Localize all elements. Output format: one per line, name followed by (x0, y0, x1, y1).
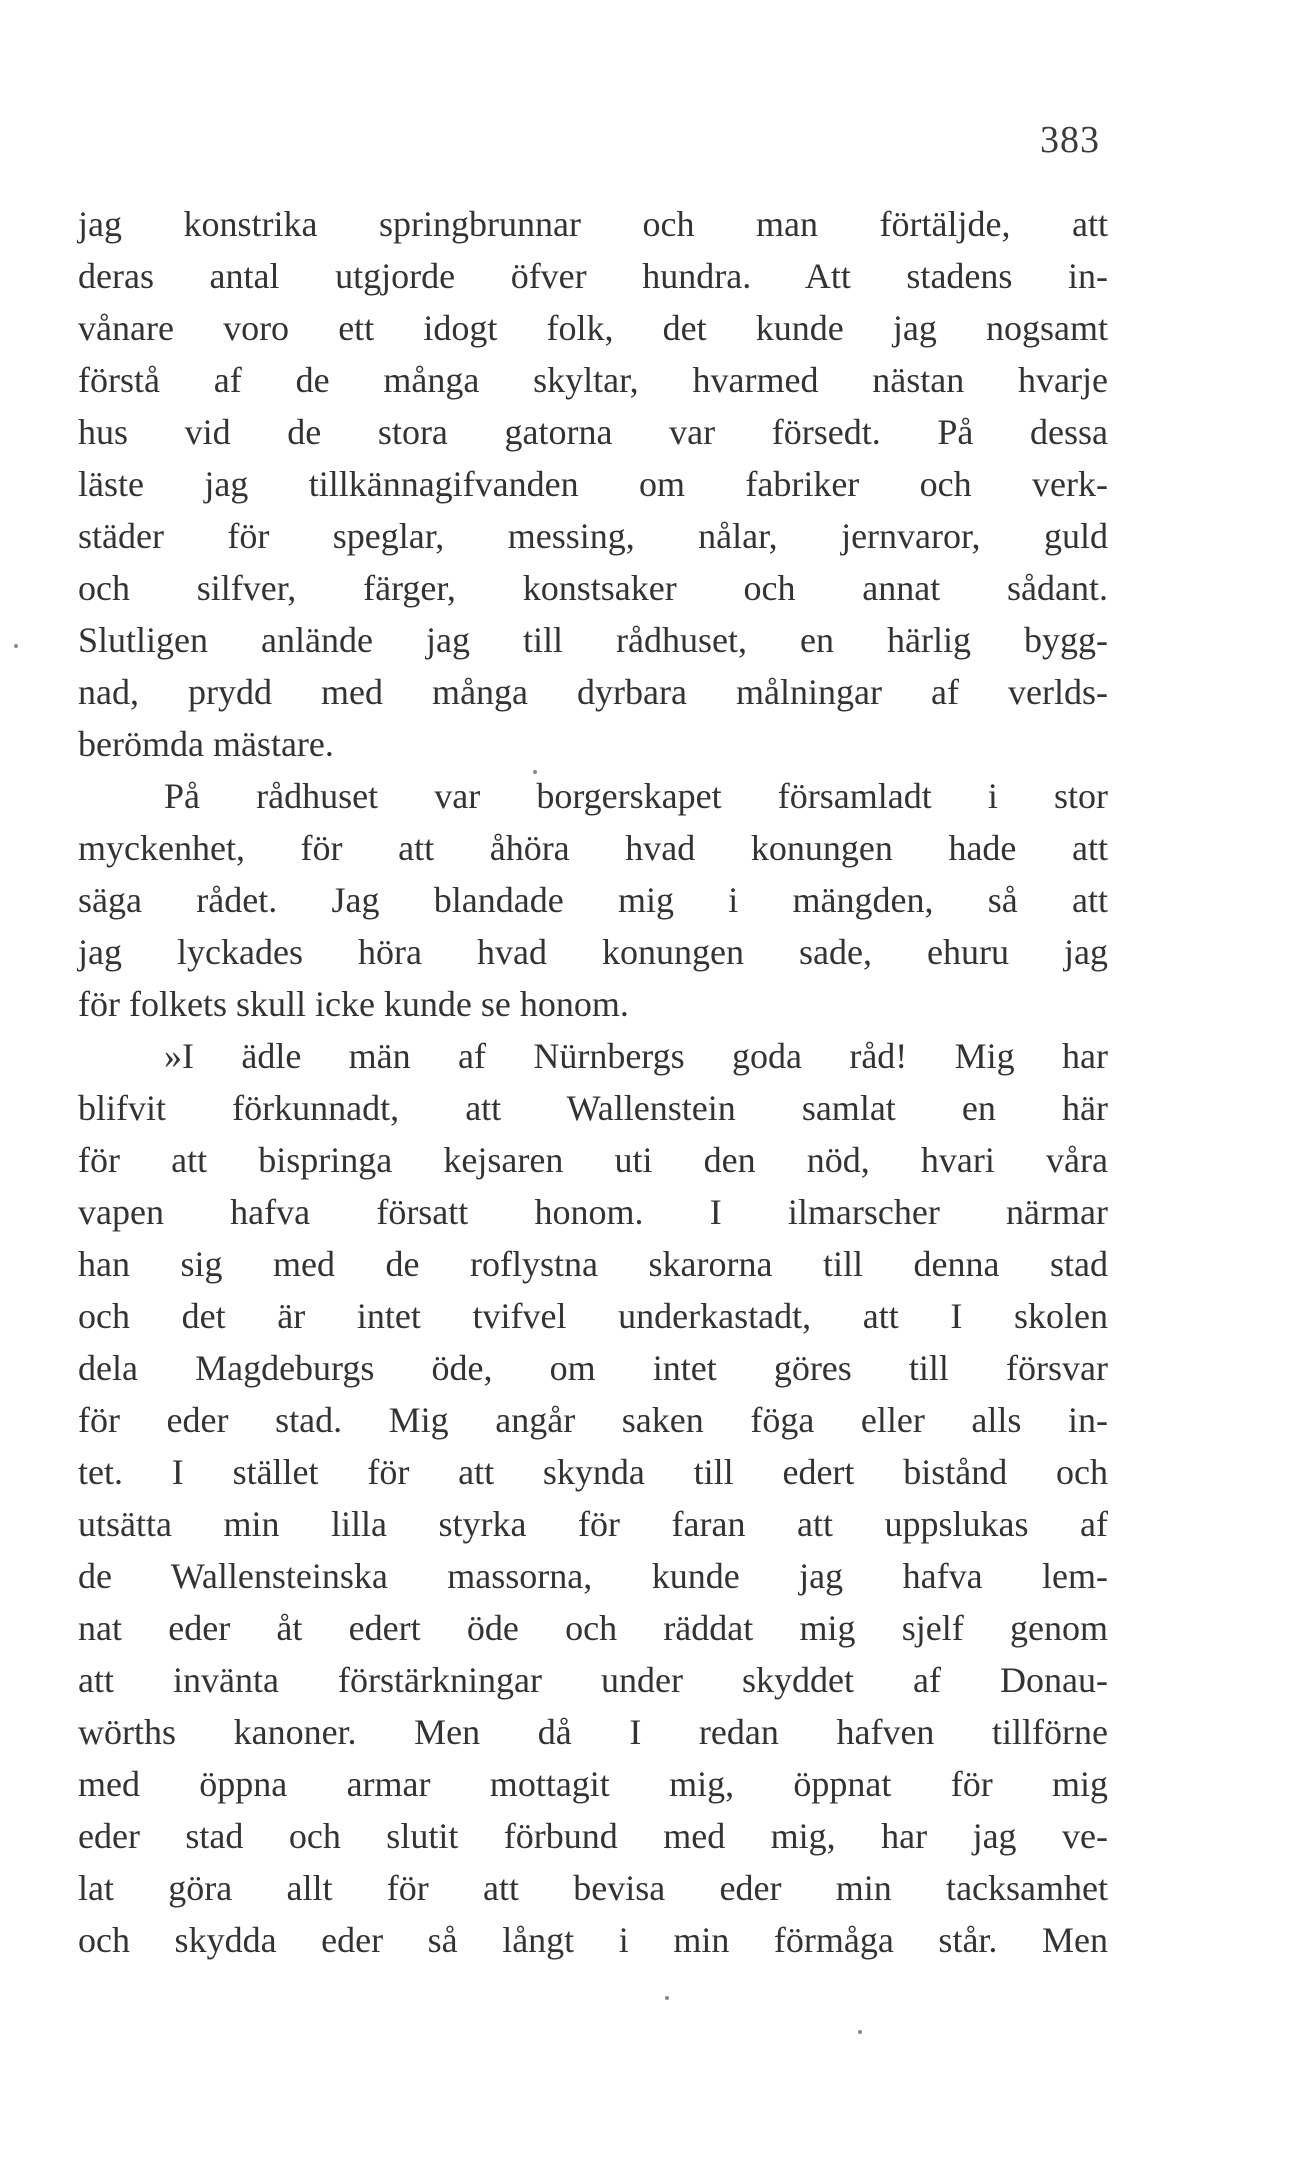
text-line: jag konstrika springbrunnar och man förtäljde, att (78, 204, 1108, 244)
text-line: vapen hafva försatt honom. I ilmarscher närmar (78, 1192, 1108, 1232)
text-line: lat göra allt för att bevisa eder min tacksamhet (78, 1868, 1108, 1908)
page-number: 383 (1040, 119, 1100, 161)
text-line: förstå af de många skyltar, hvarmed nästan hvarje (78, 360, 1108, 400)
text-line: städer för speglar, messing, nålar, jernvaror, guld (78, 516, 1108, 556)
text-line: för att bispringa kejsaren uti den nöd, hvari våra (78, 1140, 1108, 1180)
text-line: och skydda eder så långt i min förmåga står. Men (78, 1920, 1108, 1960)
text-line: säga rådet. Jag blandade mig i mängden, så att (78, 880, 1108, 920)
text-line: dela Magdeburgs öde, om intet göres till försvar (78, 1348, 1108, 1388)
text-line: tet. I stället för att skynda till edert bistånd och (78, 1452, 1108, 1492)
text-line: blifvit förkunnadt, att Wallenstein samlat en här (78, 1088, 1108, 1128)
paragraph-start-line: På rådhuset var borgerskapet församladt i stor (164, 776, 1108, 816)
paragraph-end-line: för folkets skull icke kunde se honom. (78, 984, 629, 1024)
paragraph-start-line: »I ädle män af Nürnbergs goda råd! Mig har (164, 1036, 1108, 1076)
text-line: läste jag tillkännagifvanden om fabriker och verk- (78, 464, 1108, 504)
text-line: deras antal utgjorde öfver hundra. Att stadens in- (78, 256, 1108, 296)
text-line: utsätta min lilla styrka för faran att uppslukas af (78, 1504, 1108, 1544)
text-line: vånare voro ett idogt folk, det kunde jag nogsamt (78, 308, 1108, 348)
text-line: jag lyckades höra hvad konungen sade, ehuru jag (78, 932, 1108, 972)
text-line: för eder stad. Mig angår saken föga eller alls in- (78, 1400, 1108, 1440)
paragraph-end-line: berömda mästare. (78, 724, 334, 764)
body-text (78, 198, 1108, 1966)
print-speck (665, 1996, 669, 2000)
text-line: myckenhet, för att åhöra hvad konungen hade att (78, 828, 1108, 868)
print-speck (858, 2030, 862, 2034)
text-line: och silfver, färger, konstsaker och annat sådant. (78, 568, 1108, 608)
print-speck (533, 770, 537, 774)
text-line: nat eder åt edert öde och räddat mig sjelf genom (78, 1608, 1108, 1648)
text-line: nad, prydd med många dyrbara målningar af verlds- (78, 672, 1108, 712)
text-line: hus vid de stora gatorna var försedt. På dessa (78, 412, 1108, 452)
text-line: och det är intet tvifvel underkastadt, att I skolen (78, 1296, 1108, 1336)
text-line: med öppna armar mottagit mig, öppnat för mig (78, 1764, 1108, 1804)
text-line: wörths kanoner. Men då I redan hafven tillförne (78, 1712, 1108, 1752)
text-line: att invänta förstärkningar under skyddet af Donau- (78, 1660, 1108, 1700)
text-line: de Wallensteinska massorna, kunde jag hafva lem- (78, 1556, 1108, 1596)
text-line: han sig med de roflystna skarorna till denna stad (78, 1244, 1108, 1284)
text-line: eder stad och slutit förbund med mig, har jag ve- (78, 1816, 1108, 1856)
print-speck (14, 644, 18, 648)
text-line: Slutligen anlände jag till rådhuset, en härlig bygg- (78, 620, 1108, 660)
